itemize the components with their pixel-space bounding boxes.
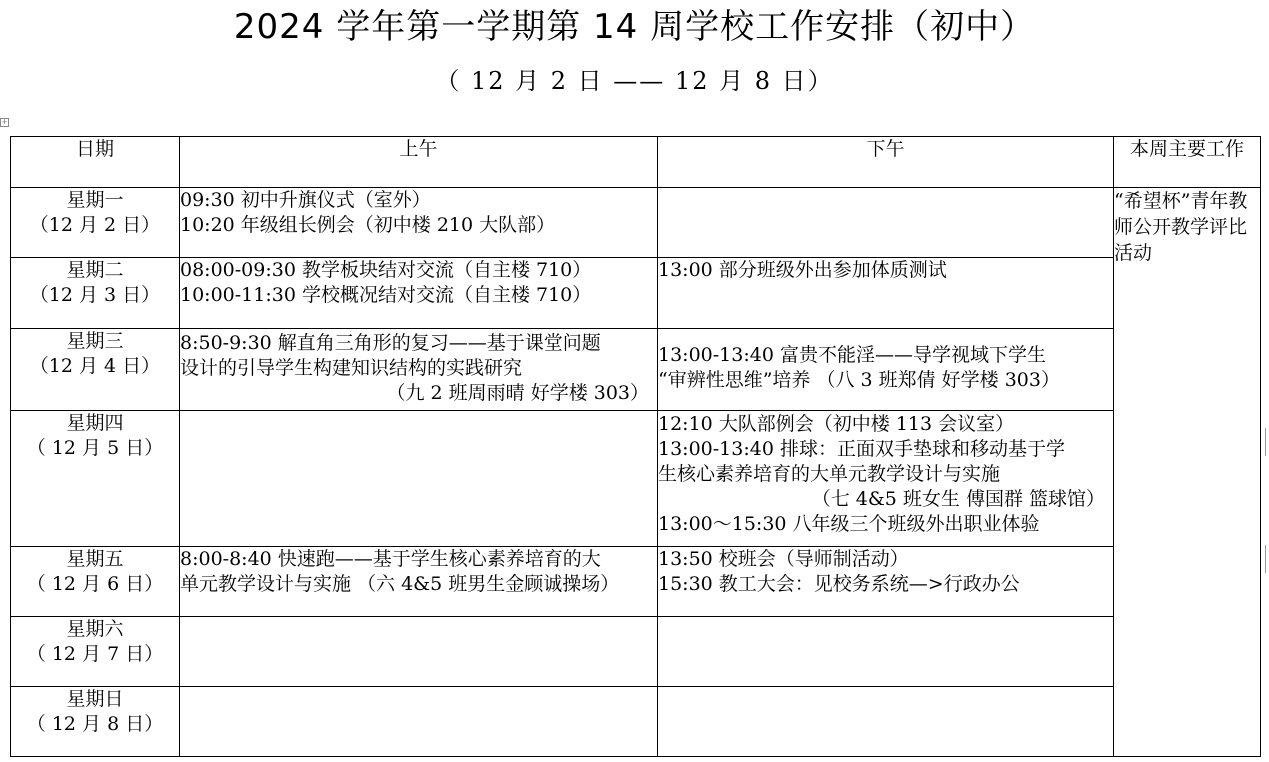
schedule-table [10,136,1261,757]
table-row [11,617,1261,687]
day-date: （ 12 月 8 日） [26,713,164,735]
schedule-entry: 8:50-9:30 解直角三角形的复习——基于课堂问题 [180,332,601,354]
schedule-entry-venue: （七 4&5 班女生 傅国群 篮球馆） [811,488,1105,510]
schedule-entry: 13:00-13:40 富贵不能淫——导学视域下学生 [658,344,1046,366]
schedule-entry: 13:00 部分班级外出参加体质测试 [658,259,947,281]
day-cell-wednesday [11,329,180,411]
day-date: （12 月 3 日） [29,284,161,306]
day-date: （ 12 月 6 日） [26,573,164,595]
day-cell-friday [11,547,180,617]
morning-cell-sunday [180,687,658,757]
schedule-entry: 09:30 初中升旗仪式（室外） [180,189,431,211]
morning-cell-wednesday [180,329,658,411]
day-name: 星期一 [66,189,124,211]
day-cell-thursday [11,411,180,547]
afternoon-cell-monday [658,188,1114,258]
table-row [11,687,1261,757]
table-row [11,411,1261,547]
schedule-entry: 单元教学设计与实施 （六 4&5 班男生金顾诚操场） [180,573,620,595]
schedule-entry: 12:10 大队部例会（初中楼 113 会议室） [658,413,1015,435]
table-row [11,188,1261,258]
table-row [11,258,1261,329]
schedule-entry: 13:50 校班会（导师制活动） [658,548,909,570]
afternoon-cell-wednesday [658,329,1114,411]
page-title: 2024 学年第一学期第 14 周学校工作安排（初中） [233,7,1036,47]
day-cell-sunday [11,687,180,757]
day-cell-saturday [11,617,180,687]
header-date: 日期 [11,137,180,188]
date-range-subtitle: （ 12 月 2 日 —— 12 月 8 日） [435,67,834,95]
afternoon-cell-sunday [658,687,1114,757]
afternoon-cell-friday [658,547,1114,617]
schedule-entry: 15:30 教工大会：见校务系统—>行政办公 [658,573,1020,595]
day-cell-monday [11,188,180,258]
morning-cell-friday [180,547,658,617]
header-afternoon: 下午 [658,137,1114,188]
schedule-entry: 13:00-13:40 排球：正面双手垫球和移动基于学 [658,438,1065,460]
margin-marker [1265,428,1269,456]
afternoon-cell-tuesday [658,258,1114,329]
morning-cell-thursday [180,411,658,547]
day-date: （12 月 2 日） [29,214,161,236]
table-row [11,547,1261,617]
schedule-entry: 设计的引导学生构建知识结构的实践研究 [180,357,523,379]
schedule-entry-venue: （九 2 班周雨晴 好学楼 303） [386,382,649,404]
day-name: 星期日 [66,688,124,710]
afternoon-cell-saturday [658,617,1114,687]
week-work-cell [1114,188,1261,757]
day-name: 星期二 [66,259,124,281]
schedule-entry: “审辨性思维”培养 （八 3 班郑倩 好学楼 303） [658,369,1060,391]
schedule-entry: 10:20 年级组长例会（初中楼 210 大队部） [180,214,556,236]
afternoon-cell-thursday [658,411,1114,547]
margin-marker [1265,545,1269,573]
table-header-row [11,137,1261,188]
week-work-text: “希望杯”青年教师公开教学评比活动 [1114,190,1248,264]
day-cell-tuesday [11,258,180,329]
schedule-entry: 13:00～15:30 八年级三个班级外出职业体验 [658,513,1040,535]
day-name: 星期三 [66,330,124,352]
schedule-entry: 08:00-09:30 教学板块结对交流（自主楼 710） [180,259,592,281]
table-row [11,329,1261,411]
table-move-handle[interactable]: + [1,118,8,126]
day-name: 星期五 [66,548,124,570]
schedule-entry: 生核心素养培育的大单元教学设计与实施 [658,463,1001,485]
day-name: 星期四 [66,412,124,434]
day-date: （12 月 4 日） [29,355,161,377]
schedule-entry: 8:00-8:40 快速跑——基于学生核心素养培育的大 [180,548,601,570]
morning-cell-tuesday [180,258,658,329]
morning-cell-saturday [180,617,658,687]
day-date: （ 12 月 7 日） [26,643,164,665]
day-name: 星期六 [66,618,124,640]
header-morning: 上午 [180,137,658,188]
schedule-entry: 10:00-11:30 学校概况结对交流（自主楼 710） [180,284,592,306]
header-week-work: 本周主要工作 [1114,137,1261,188]
day-date: （ 12 月 5 日） [26,437,164,459]
morning-cell-monday [180,188,658,258]
